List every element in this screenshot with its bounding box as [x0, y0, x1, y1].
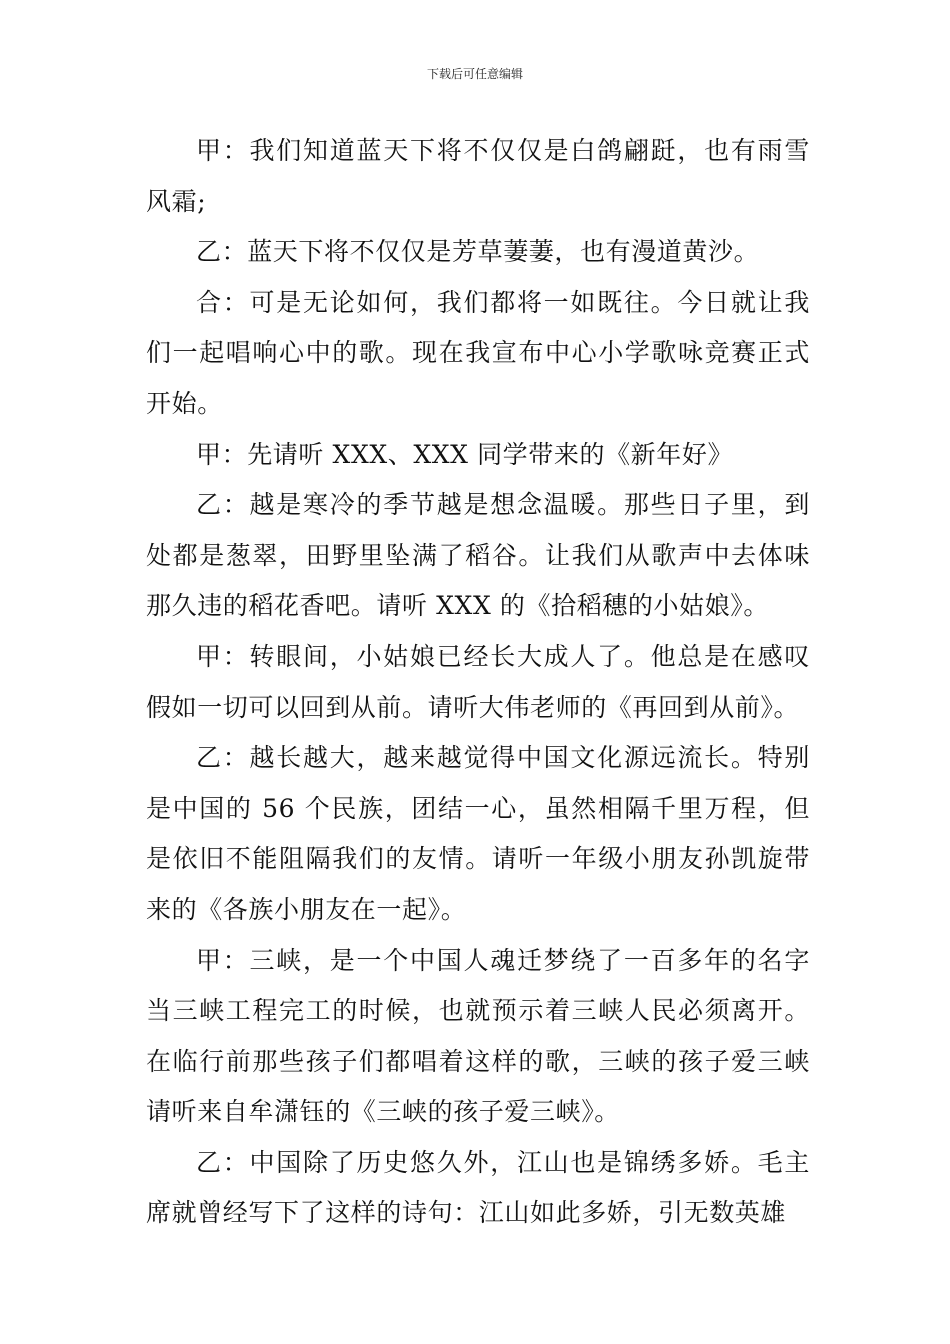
paragraph: 甲：先请听 XXX、XXX 同学带来的《新年好》	[196, 439, 734, 469]
paragraph: 乙：中国除了历史悠久外，江山也是锦绣多娇。毛主席就曾经写下了这样的诗句：江山如此多娇，引无数英雄	[146, 1147, 810, 1228]
page-header-note: 下载后可任意编辑	[426, 67, 523, 81]
paragraph: 甲：三峡，是一个中国人魂迁梦绕了一百多年的名字当三峡工程完工的时候，也就预示着三峡人民必须离开。在临行前那些孩子们都唱着这样的歌，三峡的孩子爱三峡请听来自牟潇钰的《三峡的孩子爱三峡》。	[146, 945, 810, 1127]
paragraph: 甲：转眼间，小姑娘已经长大成人了。他总是在感叹假如一切可以回到从前。请听大伟老师的《再回到从前》。	[146, 641, 810, 722]
paragraph: 乙：越是寒冷的季节越是想念温暖。那些日子里，到处都是葱翠，田野里坠满了稻谷。让我们从歌声中去体味那久违的稻花香吧。请听 XXX 的《拾稻穗的小姑娘》。	[146, 490, 810, 621]
paragraph: 乙：越长越大，越来越觉得中国文化源远流长。特别是中国的 56 个民族，团结一心，虽然相隔千里万程，但是依旧不能阻隔我们的友情。请听一年级小朋友孙凯旋带来的《各族小朋友在一起》。	[146, 743, 810, 924]
paragraph: 乙：蓝天下将不仅仅是芳草萋萋，也有漫道黄沙。	[196, 237, 760, 267]
paragraph: 甲：我们知道蓝天下将不仅仅是白鸽翩跹，也有雨雪风霜;	[146, 136, 810, 216]
paragraph: 合：可是无论如何，我们都将一如既往。今日就让我们一起唱响心中的歌。现在我宣布中心小学歌咏竞赛正式开始。	[146, 287, 810, 418]
document-body	[146, 126, 810, 1239]
